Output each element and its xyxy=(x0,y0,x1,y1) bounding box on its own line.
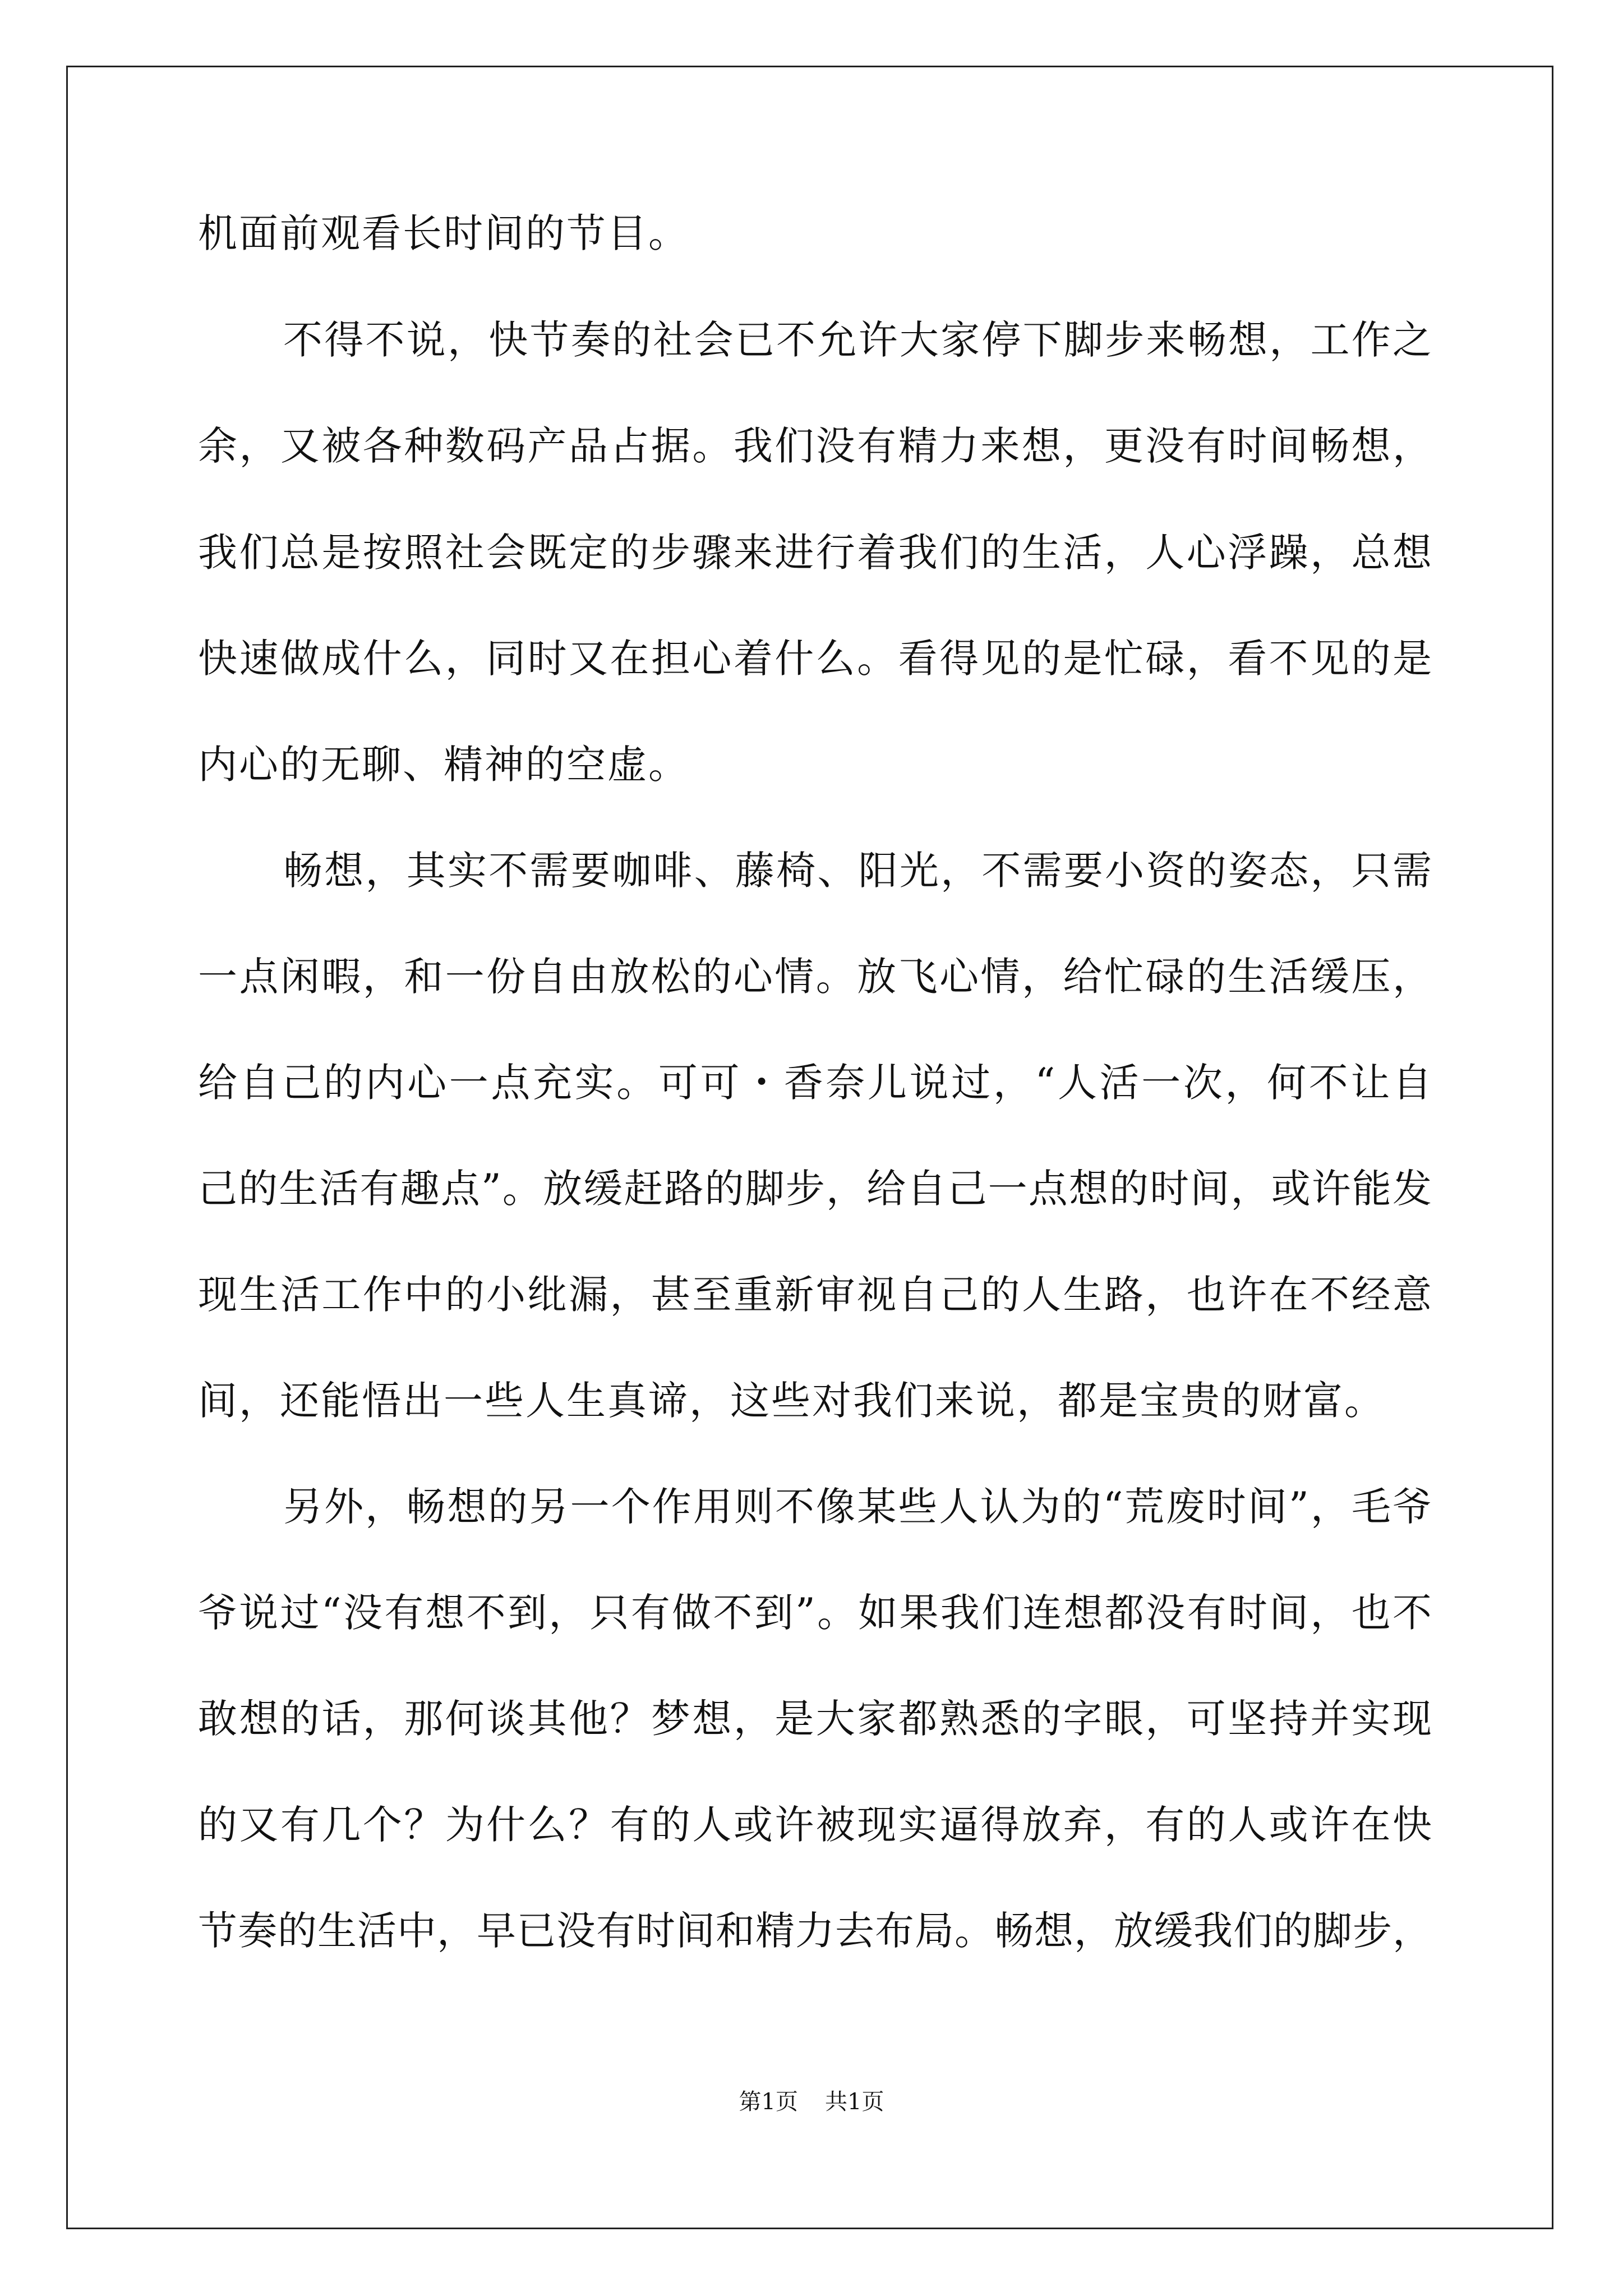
text-line: 间，还能悟出一些人生真谛，这些对我们来说，都是宝贵的财富。 xyxy=(198,1378,1385,1424)
text-line: 现生活工作中的小纰漏，甚至重新审视自己的人生路，也许在不经意 xyxy=(198,1272,1432,1318)
page-total: 共1页 xyxy=(825,2089,884,2115)
text-line: 机面前观看长时间的节目。 xyxy=(198,210,689,256)
text-line: 畅想，其实不需要咖啡、藤椅、阳光，不需要小资的姿态，只需 xyxy=(283,848,1432,894)
text-line: 一点闲暇，和一份自由放松的心情。放飞心情，给忙碌的生活缓压， xyxy=(198,954,1432,1000)
text-line: 内心的无聊、精神的空虚。 xyxy=(198,742,689,788)
text-line: 另外，畅想的另一个作用则不像某些人认为的“荒废时间”，毛爷 xyxy=(283,1484,1432,1530)
text-line: 不得不说，快节奏的社会已不允许大家停下脚步来畅想，工作之 xyxy=(283,317,1432,363)
text-line: 爷说过“没有想不到，只有做不到”。如果我们连想都没有时间，也不 xyxy=(198,1590,1432,1636)
page-footer xyxy=(0,2088,1623,2116)
text-line: 的又有几个？为什么？有的人或许被现实逼得放弃，有的人或许在快 xyxy=(198,1802,1432,1848)
text-line: 己的生活有趣点”。放缓赶路的脚步，给自己一点想的时间，或许能发 xyxy=(198,1166,1432,1212)
page-border xyxy=(66,66,1553,2229)
text-line: 敢想的话，那何谈其他？梦想，是大家都熟悉的字眼，可坚持并实现 xyxy=(198,1696,1432,1742)
text-line: 节奏的生活中，早已没有时间和精力去布局。畅想，放缓我们的脚步， xyxy=(198,1908,1432,1954)
text-line: 给自己的内心一点充实。可可・香奈儿说过，“人活一次，何不让自 xyxy=(198,1060,1432,1106)
page-number: 第1页 xyxy=(739,2089,798,2115)
text-line: 余，又被各种数码产品占据。我们没有精力来想，更没有时间畅想， xyxy=(198,423,1432,469)
text-line: 我们总是按照社会既定的步骤来进行着我们的生活，人心浮躁，总想 xyxy=(198,530,1432,576)
text-line: 快速做成什么，同时又在担心着什么。看得见的是忙碌，看不见的是 xyxy=(198,636,1432,682)
